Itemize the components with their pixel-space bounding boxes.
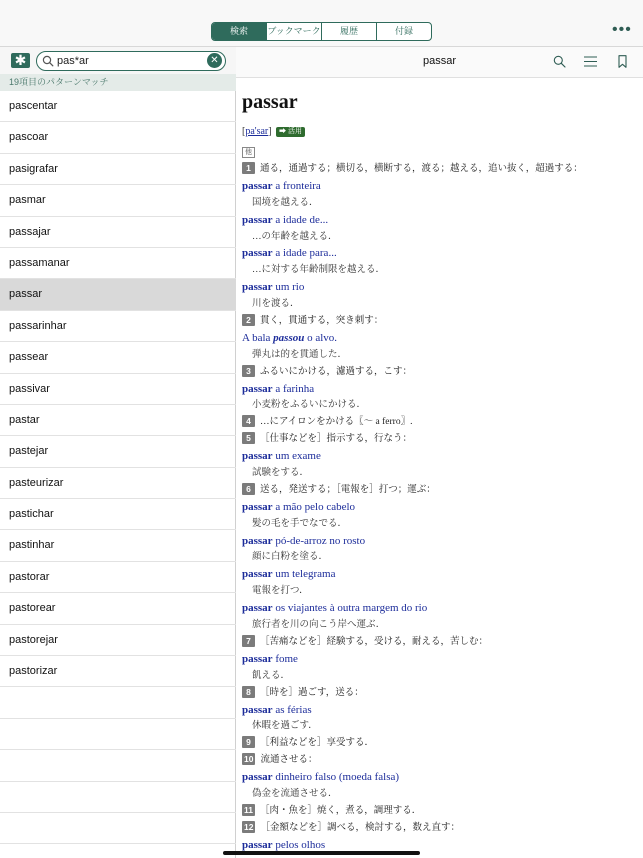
example-phrase (242, 600, 637, 617)
sense-text: ［苦痛などを］経験する，受ける，耐える，苦しむ： (260, 636, 489, 647)
result-list-item[interactable]: pasmar (0, 185, 236, 216)
example-text: as férias (272, 703, 312, 716)
pron-bracket-open: [ (242, 126, 246, 137)
result-list-item[interactable]: pasteurizar (0, 468, 236, 499)
example-headword: passar (242, 281, 273, 294)
sense-line (242, 313, 637, 330)
conjugation-button[interactable]: ➡ 活用 (276, 127, 305, 137)
example-phrase (242, 330, 637, 347)
example-phrase (242, 448, 637, 465)
sense-number-badge: 4 (242, 415, 255, 427)
example-text: a mão pelo cabelo (272, 500, 356, 513)
clear-search-icon[interactable]: ✕ (207, 53, 222, 68)
sense-number-badge: 11 (244, 804, 253, 815)
search-bar (0, 47, 236, 74)
search-icon[interactable] (553, 55, 566, 68)
sense-text: ［利益などを］享受する． (260, 738, 375, 749)
pronunciation-line (242, 126, 637, 140)
translation-line: 国境を越える． (252, 197, 319, 208)
sense-line (242, 161, 637, 178)
sense-number-badge: 7 (242, 635, 255, 647)
sense-text: ［仕事などを］指示する，行なう： (260, 434, 413, 445)
sense-text: …にアイロンをかける〖～ a ferro〗. (260, 417, 413, 428)
translation-line: 顔に白粉を塗る． (252, 552, 329, 563)
example-phrase (242, 245, 637, 262)
result-list-item[interactable]: pascoar (0, 122, 236, 153)
sense-line (242, 634, 637, 651)
result-list-item[interactable]: passajar (0, 217, 236, 248)
example-headword: passar (242, 247, 273, 260)
example-phrase (242, 381, 637, 398)
example-headword: passar (242, 450, 273, 463)
sense-text: 送る，発送する；［電報を］打つ；運ぶ： (260, 484, 436, 495)
result-list-item[interactable]: pastorizar (0, 656, 236, 687)
result-pane (0, 47, 236, 858)
example-phrase (242, 178, 637, 195)
sense-line (242, 414, 637, 431)
example-headword: passar (242, 568, 273, 581)
translation-line: 旅行者を川の向こう岸へ運ぶ． (252, 620, 386, 631)
sense-text: 流通させる： (260, 755, 318, 766)
tab-search[interactable]: 検索 (212, 23, 266, 40)
bookmark-icon[interactable] (618, 55, 627, 68)
result-list-item[interactable]: pasigrafar (0, 154, 236, 185)
sense-line (242, 482, 637, 499)
example-headword: passar (242, 213, 273, 226)
example-text: um telegrama (272, 568, 336, 581)
sense-number-badge: 9 (242, 736, 255, 748)
result-list-item[interactable]: pastorar (0, 562, 236, 593)
example-text: pelos olhos (272, 838, 326, 851)
pronunciation-link[interactable]: pa'sar (245, 126, 269, 137)
sense-line (242, 820, 637, 837)
example-text: a farinha (272, 382, 315, 395)
translation-line: 試験をする． (252, 468, 310, 479)
translation-line: 電報を打つ． (252, 586, 309, 597)
sense-text: ［時を］過ごす，送る： (260, 687, 364, 698)
example-text: fome (272, 652, 298, 665)
sense-line (242, 364, 637, 381)
translation-line: …に対する年齢制限を越える． (252, 265, 386, 276)
sense-number-badge: 2 (242, 314, 255, 326)
empty-list-row (0, 813, 236, 844)
example-text: a idade para... (272, 247, 337, 260)
empty-list-row (0, 687, 236, 718)
example-text: um rio (272, 281, 305, 294)
example-phrase (242, 566, 637, 583)
example-phrase (242, 212, 637, 229)
sense-line (242, 735, 637, 752)
headword: passar (242, 91, 298, 113)
example-text: A bala (242, 331, 274, 344)
example-phrase (242, 499, 637, 516)
example-phrase (242, 769, 637, 786)
example-headword: passar (242, 602, 273, 615)
result-list-item[interactable]: passivar (0, 374, 236, 405)
translation-line: 弾丸は的を貫通した． (252, 349, 348, 360)
result-list-item[interactable]: pastejar (0, 436, 236, 467)
example-phrase (242, 702, 637, 719)
sense-line (242, 752, 637, 769)
example-phrase (242, 651, 637, 668)
example-headword: passar (242, 652, 273, 665)
example-text: a fronteira (272, 179, 321, 192)
example-headword: passar (242, 534, 273, 547)
translation-line: 飢える． (252, 670, 291, 681)
home-indicator (223, 851, 420, 855)
match-count: 19項目のパターンマッチ (0, 74, 236, 91)
more-options-icon[interactable]: ••• (612, 21, 632, 38)
example-headword: passar (242, 382, 273, 395)
sense-text: 貫く，貫通する，突き刺す： (260, 316, 384, 327)
example-phrase (242, 279, 637, 296)
pattern-search-button[interactable]: ✱ (11, 53, 30, 68)
result-list-item[interactable]: pastinhar (0, 530, 236, 561)
sense-text: 通る，通過する；横切る，横断する，渡る；越える，追い抜く，超過する： (260, 164, 583, 174)
sense-number-badge: 10 (244, 754, 254, 765)
entry-body (242, 161, 637, 854)
example-headword: passar (242, 838, 273, 851)
tab-history[interactable]: 履歴 (321, 23, 376, 40)
result-list-item[interactable]: passamanar (0, 248, 236, 279)
sense-text: ［金額などを］調べる，検討する，数え直す： (260, 822, 460, 833)
sense-number-badge: 1 (242, 162, 255, 174)
sense-line (242, 431, 637, 448)
translation-line: 川を渡る． (252, 299, 300, 310)
translation-line: 小麦粉をふるいにかける． (252, 400, 367, 411)
result-list (0, 91, 236, 844)
example-text: a idade de... (272, 213, 329, 226)
example-headword: passou (273, 331, 305, 344)
translation-line: 偽金を流通させる． (252, 788, 338, 799)
translation-line: 休暇を過ごす． (252, 721, 318, 732)
example-headword: passar (242, 500, 273, 513)
result-list-item[interactable]: passar (0, 279, 236, 310)
result-list-item[interactable]: pastorear (0, 593, 236, 624)
tab-bookmarks[interactable]: ブックマーク (266, 23, 321, 40)
empty-list-row (0, 750, 236, 781)
part-of-speech-label: 他 (242, 147, 255, 158)
example-text: o alvo. (304, 331, 338, 344)
tab-appendix[interactable]: 付録 (376, 23, 431, 40)
example-headword: passar (242, 703, 273, 716)
pron-bracket-close: ] (268, 126, 272, 137)
example-headword: passar (242, 179, 273, 192)
sense-number-badge: 12 (244, 821, 254, 832)
example-headword: passar (242, 771, 273, 784)
search-icon (42, 55, 54, 67)
detail-title: passar (422, 55, 457, 67)
result-list-item[interactable]: pascentar (0, 91, 236, 122)
sense-text: ［肉・魚を］焼く，煮る，調理する． (260, 805, 422, 816)
tab-control (211, 22, 432, 41)
result-list-item[interactable]: pastichar (0, 499, 236, 530)
sense-number-badge: 3 (242, 365, 255, 377)
result-list-item[interactable]: passarinhar (0, 311, 236, 342)
empty-list-row (0, 719, 236, 750)
sense-number-badge: 5 (242, 432, 255, 444)
result-list-item[interactable]: pastorejar (0, 625, 236, 656)
example-phrase (242, 533, 637, 550)
translation-line: 髪の毛を手でなでる． (252, 518, 348, 529)
example-text: os viajantes à outra margem do rio (272, 602, 428, 615)
sense-line (242, 685, 637, 702)
result-list-item[interactable]: pastar (0, 405, 236, 436)
sense-text: ふるいにかける，濾過する，こす： (260, 366, 413, 377)
example-text: pó-de-arroz no rosto (272, 534, 366, 547)
search-field[interactable] (36, 51, 226, 71)
list-icon[interactable] (584, 56, 597, 67)
translation-line: …の年齢を越える． (252, 231, 338, 242)
example-text: um exame (272, 450, 321, 463)
sense-line (242, 803, 637, 820)
sense-number-badge: 8 (242, 686, 255, 698)
search-input[interactable] (57, 54, 202, 68)
sense-number-badge: 6 (242, 483, 255, 495)
result-list-item[interactable]: passear (0, 342, 236, 373)
dictionary-entry (242, 90, 637, 854)
example-text: dinheiro falso (moeda falsa) (272, 771, 400, 784)
empty-list-row (0, 782, 236, 813)
detail-header (236, 47, 643, 78)
top-bar (0, 0, 643, 47)
